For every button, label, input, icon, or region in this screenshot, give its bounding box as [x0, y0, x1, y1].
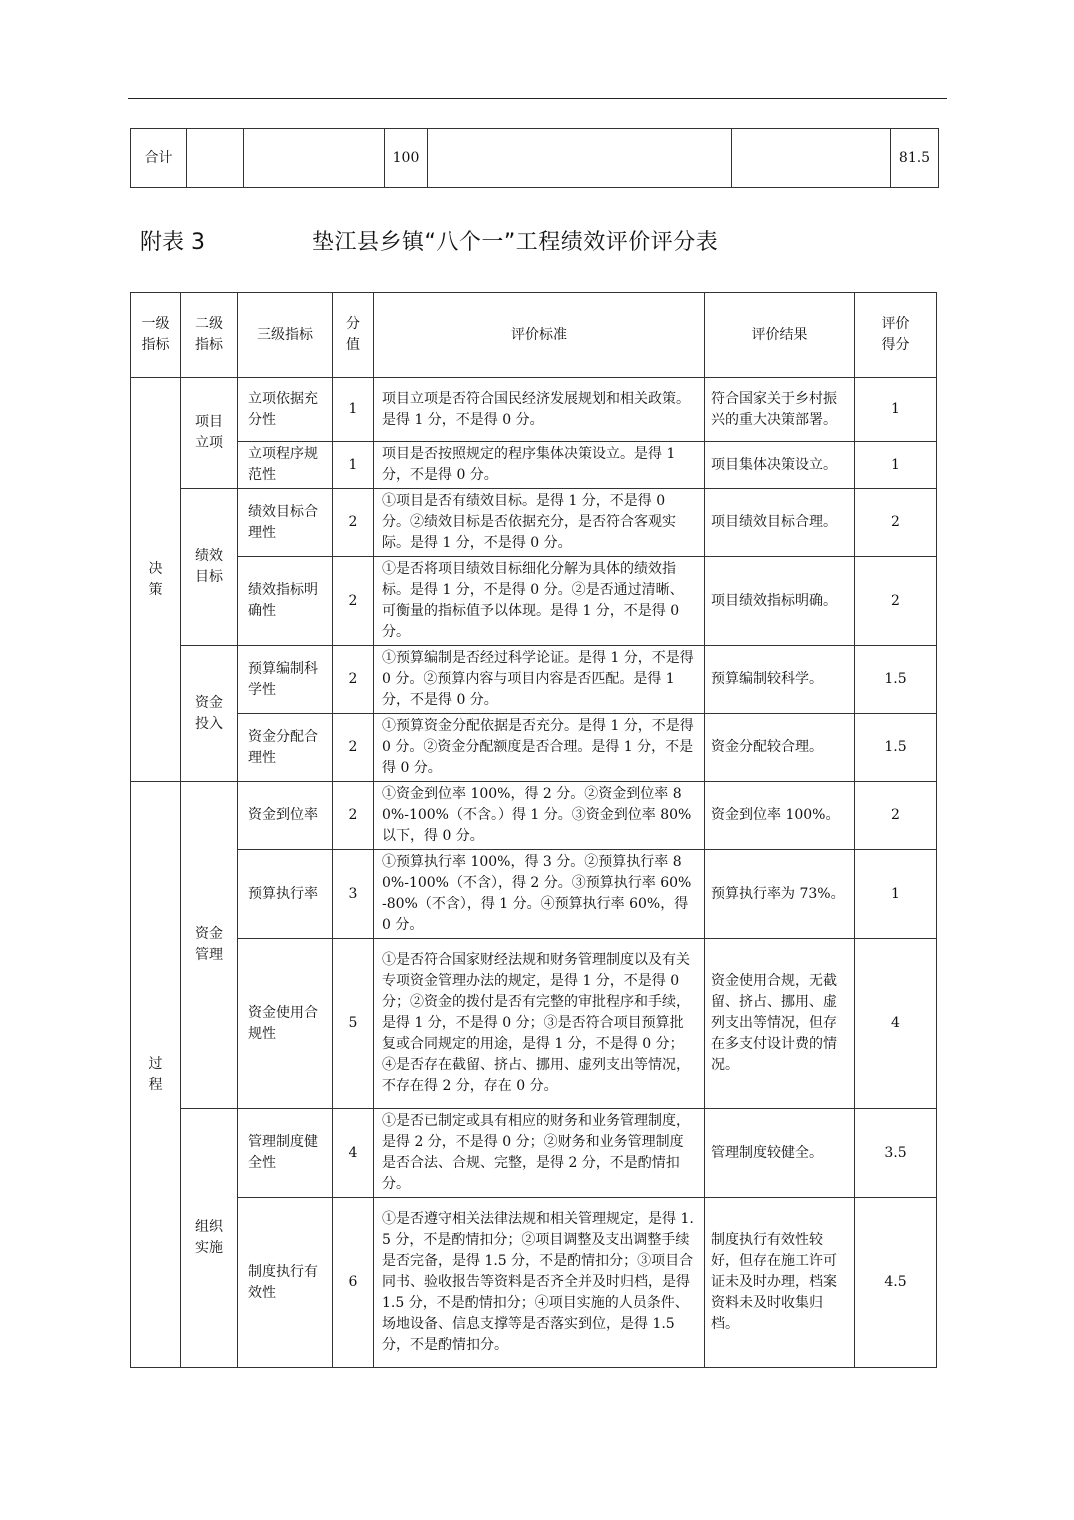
indicator-points: 2: [855, 782, 937, 850]
table-row: [131, 782, 937, 850]
indicator-points: 3.5: [855, 1109, 937, 1198]
indicator-score: 2: [333, 782, 374, 850]
indicator-criteria: 项目是否按照规定的程序集体决策设立。是得 1 分，不是得 0 分。: [374, 442, 705, 489]
group-org-impl: 组织实施: [181, 1109, 238, 1368]
indicator-points: 2: [855, 489, 937, 557]
table-row: [131, 714, 937, 782]
group-project-setup: 项目立项: [181, 378, 238, 489]
indicator-score: 2: [333, 714, 374, 782]
indicator-result: 预算执行率为 73%。: [705, 850, 855, 939]
table-row: [131, 378, 937, 442]
summary-cell: [428, 129, 732, 188]
indicator-criteria: ①是否符合国家财经法规和财务管理制度以及有关专项资金管理办法的规定，是得 1 分，不是得 0 分；②资金的拨付是否有完整的审批程序和手续，是得 1 分，不是得 0 分；③是否符合项目预算批复或合同规定的用途，是得 1 分，不是得 0 分；④是否存在截留、挤占、挪用、虚列支出等情况，不存在得 2 分，存在 0 分。: [374, 939, 705, 1109]
table-row: [131, 442, 937, 489]
indicator-result: 项目集体决策设立。: [705, 442, 855, 489]
table-row: [131, 1198, 937, 1368]
group-perf-goal: 绩效目标: [181, 489, 238, 646]
indicator-criteria: ①项目是否有绩效目标。是得 1 分，不是得 0 分。②绩效目标是否依据充分，是否符合客观实际。是得 1 分，不是得 0 分。: [374, 489, 705, 557]
indicator-result: 制度执行有效性较好，但存在施工许可证未及时办理，档案资料未及时收集归档。: [705, 1198, 855, 1368]
header-result: 评价结果: [705, 293, 855, 378]
indicator-score: 4: [333, 1109, 374, 1198]
indicator-points: 1: [855, 442, 937, 489]
indicator-points: 2: [855, 557, 937, 646]
header-row: [131, 293, 937, 378]
indicator-result: 资金到位率 100%。: [705, 782, 855, 850]
table-name: 垫江县乡镇“八个一”工程绩效评价评分表: [312, 230, 719, 255]
indicator-name: 制度执行有效性: [238, 1198, 333, 1368]
indicator-result: 符合国家关于乡村振兴的重大决策部署。: [705, 378, 855, 442]
indicator-criteria: 项目立项是否符合国民经济发展规划和相关政策。是得 1 分，不是得 0 分。: [374, 378, 705, 442]
indicator-criteria: ①预算资金分配依据是否充分。是得 1 分，不是得 0 分。②资金分配额度是否合理。是得 1 分，不是得 0 分。: [374, 714, 705, 782]
summary-cell: [732, 129, 891, 188]
indicator-result: 预算编制较科学。: [705, 646, 855, 714]
indicator-name: 绩效指标明确性: [238, 557, 333, 646]
group-fund-mgmt: 资金管理: [181, 782, 238, 1109]
indicator-criteria: ①是否将项目绩效目标细化分解为具体的绩效指标。是得 1 分，不是得 0 分。②是否通过清晰、可衡量的指标值予以体现。是得 1 分，不是得 0 分。: [374, 557, 705, 646]
summary-total: 81.5: [891, 129, 939, 188]
indicator-score: 2: [333, 557, 374, 646]
group-process: 过程: [131, 782, 181, 1368]
evaluation-table: [130, 292, 937, 1368]
indicator-score: 2: [333, 489, 374, 557]
indicator-points: 4.5: [855, 1198, 937, 1368]
table-row: [131, 1109, 937, 1198]
header-score: 分值: [333, 293, 374, 378]
indicator-result: 管理制度较健全。: [705, 1109, 855, 1198]
table-row: [131, 850, 937, 939]
indicator-result: 项目绩效目标合理。: [705, 489, 855, 557]
table-row: [131, 939, 937, 1109]
indicator-result: 项目绩效指标明确。: [705, 557, 855, 646]
table-row: [131, 489, 937, 557]
indicator-score: 6: [333, 1198, 374, 1368]
group-fund-input: 资金投入: [181, 646, 238, 782]
appendix-number: 附表 3: [140, 230, 205, 255]
indicator-score: 3: [333, 850, 374, 939]
indicator-points: 1.5: [855, 714, 937, 782]
header-level2: 二级指标: [181, 293, 238, 378]
summary-score: 100: [385, 129, 428, 188]
indicator-points: 4: [855, 939, 937, 1109]
indicator-name: 资金到位率: [238, 782, 333, 850]
indicator-name: 资金使用合规性: [238, 939, 333, 1109]
summary-cell: [187, 129, 244, 188]
indicator-score: 5: [333, 939, 374, 1109]
indicator-result: 资金使用合规，无截留、挤占、挪用、虚列支出等情况，但存在多支付设计费的情况。: [705, 939, 855, 1109]
group-decision: 决策: [131, 378, 181, 782]
indicator-criteria: ①预算执行率 100%，得 3 分。②预算执行率 80%-100%（不含），得 2 分。③预算执行率 60%-80%（不含），得 1 分。④预算执行率 60%，得 0 分。: [374, 850, 705, 939]
table-title: [140, 226, 960, 260]
indicator-name: 预算编制科学性: [238, 646, 333, 714]
indicator-criteria: ①资金到位率 100%，得 2 分。②资金到位率 80%-100%（不含。）得 1 分。③资金到位率 80%以下，得 0 分。: [374, 782, 705, 850]
indicator-points: 1: [855, 378, 937, 442]
indicator-name: 预算执行率: [238, 850, 333, 939]
indicator-points: 1.5: [855, 646, 937, 714]
indicator-criteria: ①预算编制是否经过科学论证。是得 1 分，不是得 0 分。②预算内容与项目内容是否匹配。是得 1 分，不是得 0 分。: [374, 646, 705, 714]
header-criteria: 评价标准: [374, 293, 705, 378]
indicator-name: 管理制度健全性: [238, 1109, 333, 1198]
indicator-criteria: ①是否已制定或具有相应的财务和业务管理制度，是得 2 分，不是得 0 分；②财务和业务管理制度是否合法、合规、完整，是得 2 分，不是酌情扣分。: [374, 1109, 705, 1198]
table-row: [131, 646, 937, 714]
indicator-score: 1: [333, 378, 374, 442]
summary-cell: [244, 129, 385, 188]
summary-table: [130, 128, 939, 188]
header-rule: [128, 98, 947, 99]
indicator-name: 立项依据充分性: [238, 378, 333, 442]
summary-row: [131, 129, 939, 188]
header-level1: 一级指标: [131, 293, 181, 378]
summary-label: 合计: [131, 129, 187, 188]
indicator-result: 资金分配较合理。: [705, 714, 855, 782]
indicator-points: 1: [855, 850, 937, 939]
header-points: 评价得分: [855, 293, 937, 378]
indicator-score: 1: [333, 442, 374, 489]
indicator-name: 资金分配合理性: [238, 714, 333, 782]
header-level3: 三级指标: [238, 293, 333, 378]
indicator-score: 2: [333, 646, 374, 714]
indicator-name: 立项程序规范性: [238, 442, 333, 489]
indicator-criteria: ①是否遵守相关法律法规和相关管理规定，是得 1.5 分，不是酌情扣分；②项目调整及支出调整手续是否完备，是得 1.5 分，不是酌情扣分；③项目合同书、验收报告等资料是否齐全并及时归档，是得 1.5 分，不是酌情扣分；④项目实施的人员条件、场地设备、信息支撑等是否落实到位，是得 1.5 分，不是酌情扣分。: [374, 1198, 705, 1368]
indicator-name: 绩效目标合理性: [238, 489, 333, 557]
table-row: [131, 557, 937, 646]
